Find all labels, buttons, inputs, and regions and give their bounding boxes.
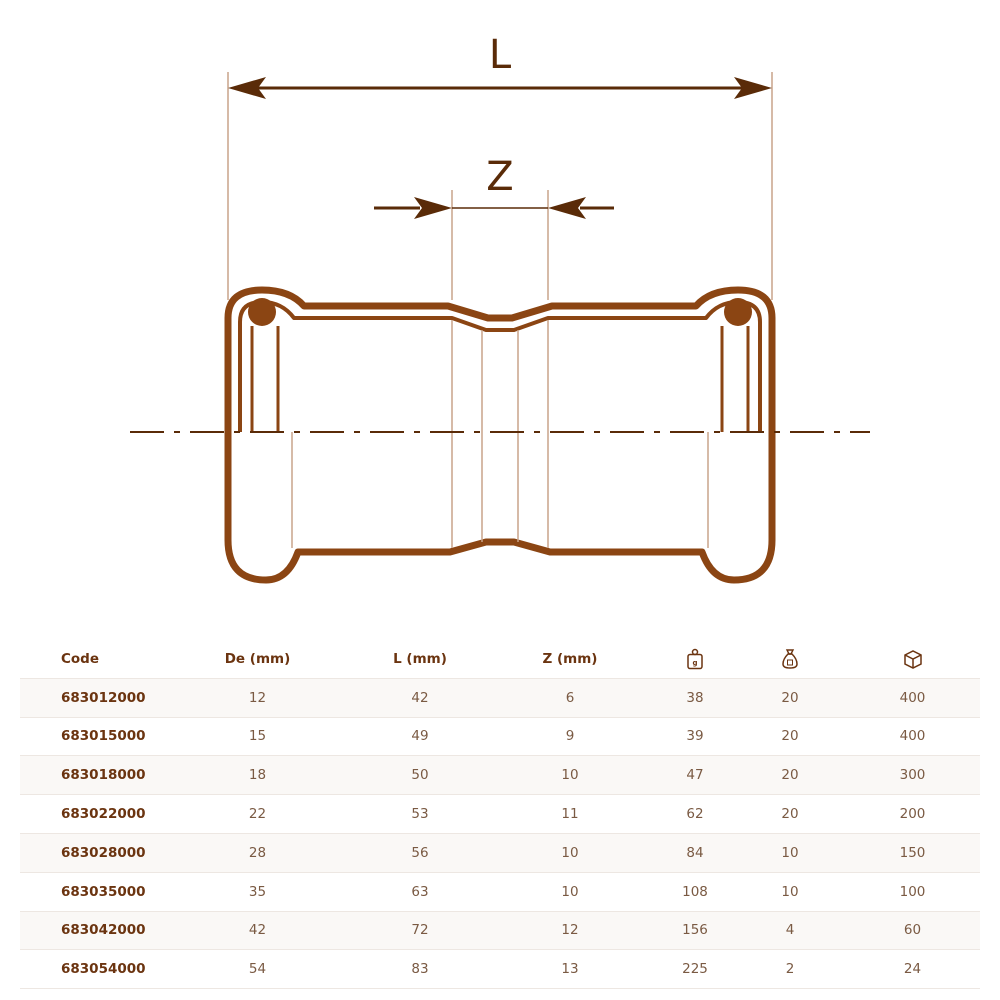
cell-l: 42	[355, 678, 485, 717]
table-row	[20, 872, 980, 911]
cell-z: 10	[485, 756, 655, 795]
cell-bag: 20	[735, 795, 845, 834]
cell-weight: 156	[655, 911, 735, 950]
cell-l: 56	[355, 833, 485, 872]
cell-bag: 4	[735, 911, 845, 950]
cell-de: 54	[160, 950, 355, 989]
cell-box: 24	[845, 950, 980, 989]
cell-box: 200	[845, 795, 980, 834]
cell-bag: 10	[735, 872, 845, 911]
table-row	[20, 717, 980, 756]
cell-weight: 39	[655, 717, 735, 756]
cell-z: 13	[485, 950, 655, 989]
cell-bag: 20	[735, 756, 845, 795]
cell-l: 63	[355, 872, 485, 911]
cell-l: 50	[355, 756, 485, 795]
cell-weight: 108	[655, 872, 735, 911]
header-weight	[655, 640, 735, 678]
cell-l: 53	[355, 795, 485, 834]
cell-z: 10	[485, 833, 655, 872]
cell-box: 300	[845, 756, 980, 795]
header-box	[845, 640, 980, 678]
cell-box: 100	[845, 872, 980, 911]
coupling-fitting	[228, 290, 772, 580]
cell-de: 28	[160, 833, 355, 872]
cell-l: 72	[355, 911, 485, 950]
cell-code: 683054000	[20, 950, 160, 989]
cell-weight: 84	[655, 833, 735, 872]
table-row	[20, 678, 980, 717]
cell-weight: 62	[655, 795, 735, 834]
cell-bag: 10	[735, 833, 845, 872]
cell-z: 12	[485, 911, 655, 950]
specification-table	[20, 640, 980, 989]
cell-box: 60	[845, 911, 980, 950]
bag-icon	[781, 648, 799, 670]
cell-de: 15	[160, 717, 355, 756]
z-dimension-label: Z	[486, 154, 514, 200]
cell-bag: 20	[735, 717, 845, 756]
table-row	[20, 833, 980, 872]
svg-text:g: g	[692, 658, 698, 667]
cell-box: 400	[845, 678, 980, 717]
z-dimension-line	[374, 197, 614, 219]
cell-de: 22	[160, 795, 355, 834]
cell-weight: 47	[655, 756, 735, 795]
cell-code: 683035000	[20, 872, 160, 911]
header-z: Z (mm)	[542, 650, 598, 667]
cell-z: 10	[485, 872, 655, 911]
header-l: L (mm)	[393, 650, 447, 667]
cell-z: 9	[485, 717, 655, 756]
box-icon	[903, 649, 923, 669]
cell-z: 6	[485, 678, 655, 717]
table-row	[20, 950, 980, 989]
cell-code: 683015000	[20, 717, 160, 756]
table-body	[20, 678, 980, 988]
cell-code: 683012000	[20, 678, 160, 717]
cell-bag: 20	[735, 678, 845, 717]
weight-icon	[686, 648, 704, 670]
cell-code: 683042000	[20, 911, 160, 950]
l-dimension-label: L	[488, 32, 512, 78]
table-row	[20, 795, 980, 834]
cell-de: 42	[160, 911, 355, 950]
cell-l: 49	[355, 717, 485, 756]
cell-code: 683022000	[20, 795, 160, 834]
cell-de: 12	[160, 678, 355, 717]
table-row	[20, 911, 980, 950]
cell-de: 35	[160, 872, 355, 911]
cell-weight: 225	[655, 950, 735, 989]
header-de: De (mm)	[224, 650, 291, 667]
cell-de: 18	[160, 756, 355, 795]
cell-weight: 38	[655, 678, 735, 717]
header-bag	[735, 640, 845, 678]
cell-l: 83	[355, 950, 485, 989]
table-row	[20, 756, 980, 795]
cell-box: 150	[845, 833, 980, 872]
header-code: Code	[61, 650, 100, 667]
cell-code: 683018000	[20, 756, 160, 795]
cell-z: 11	[485, 795, 655, 834]
cell-bag: 2	[735, 950, 845, 989]
cell-box: 400	[845, 717, 980, 756]
l-dimension-line	[228, 77, 772, 99]
cell-code: 683028000	[20, 833, 160, 872]
table-header-row	[20, 640, 980, 678]
